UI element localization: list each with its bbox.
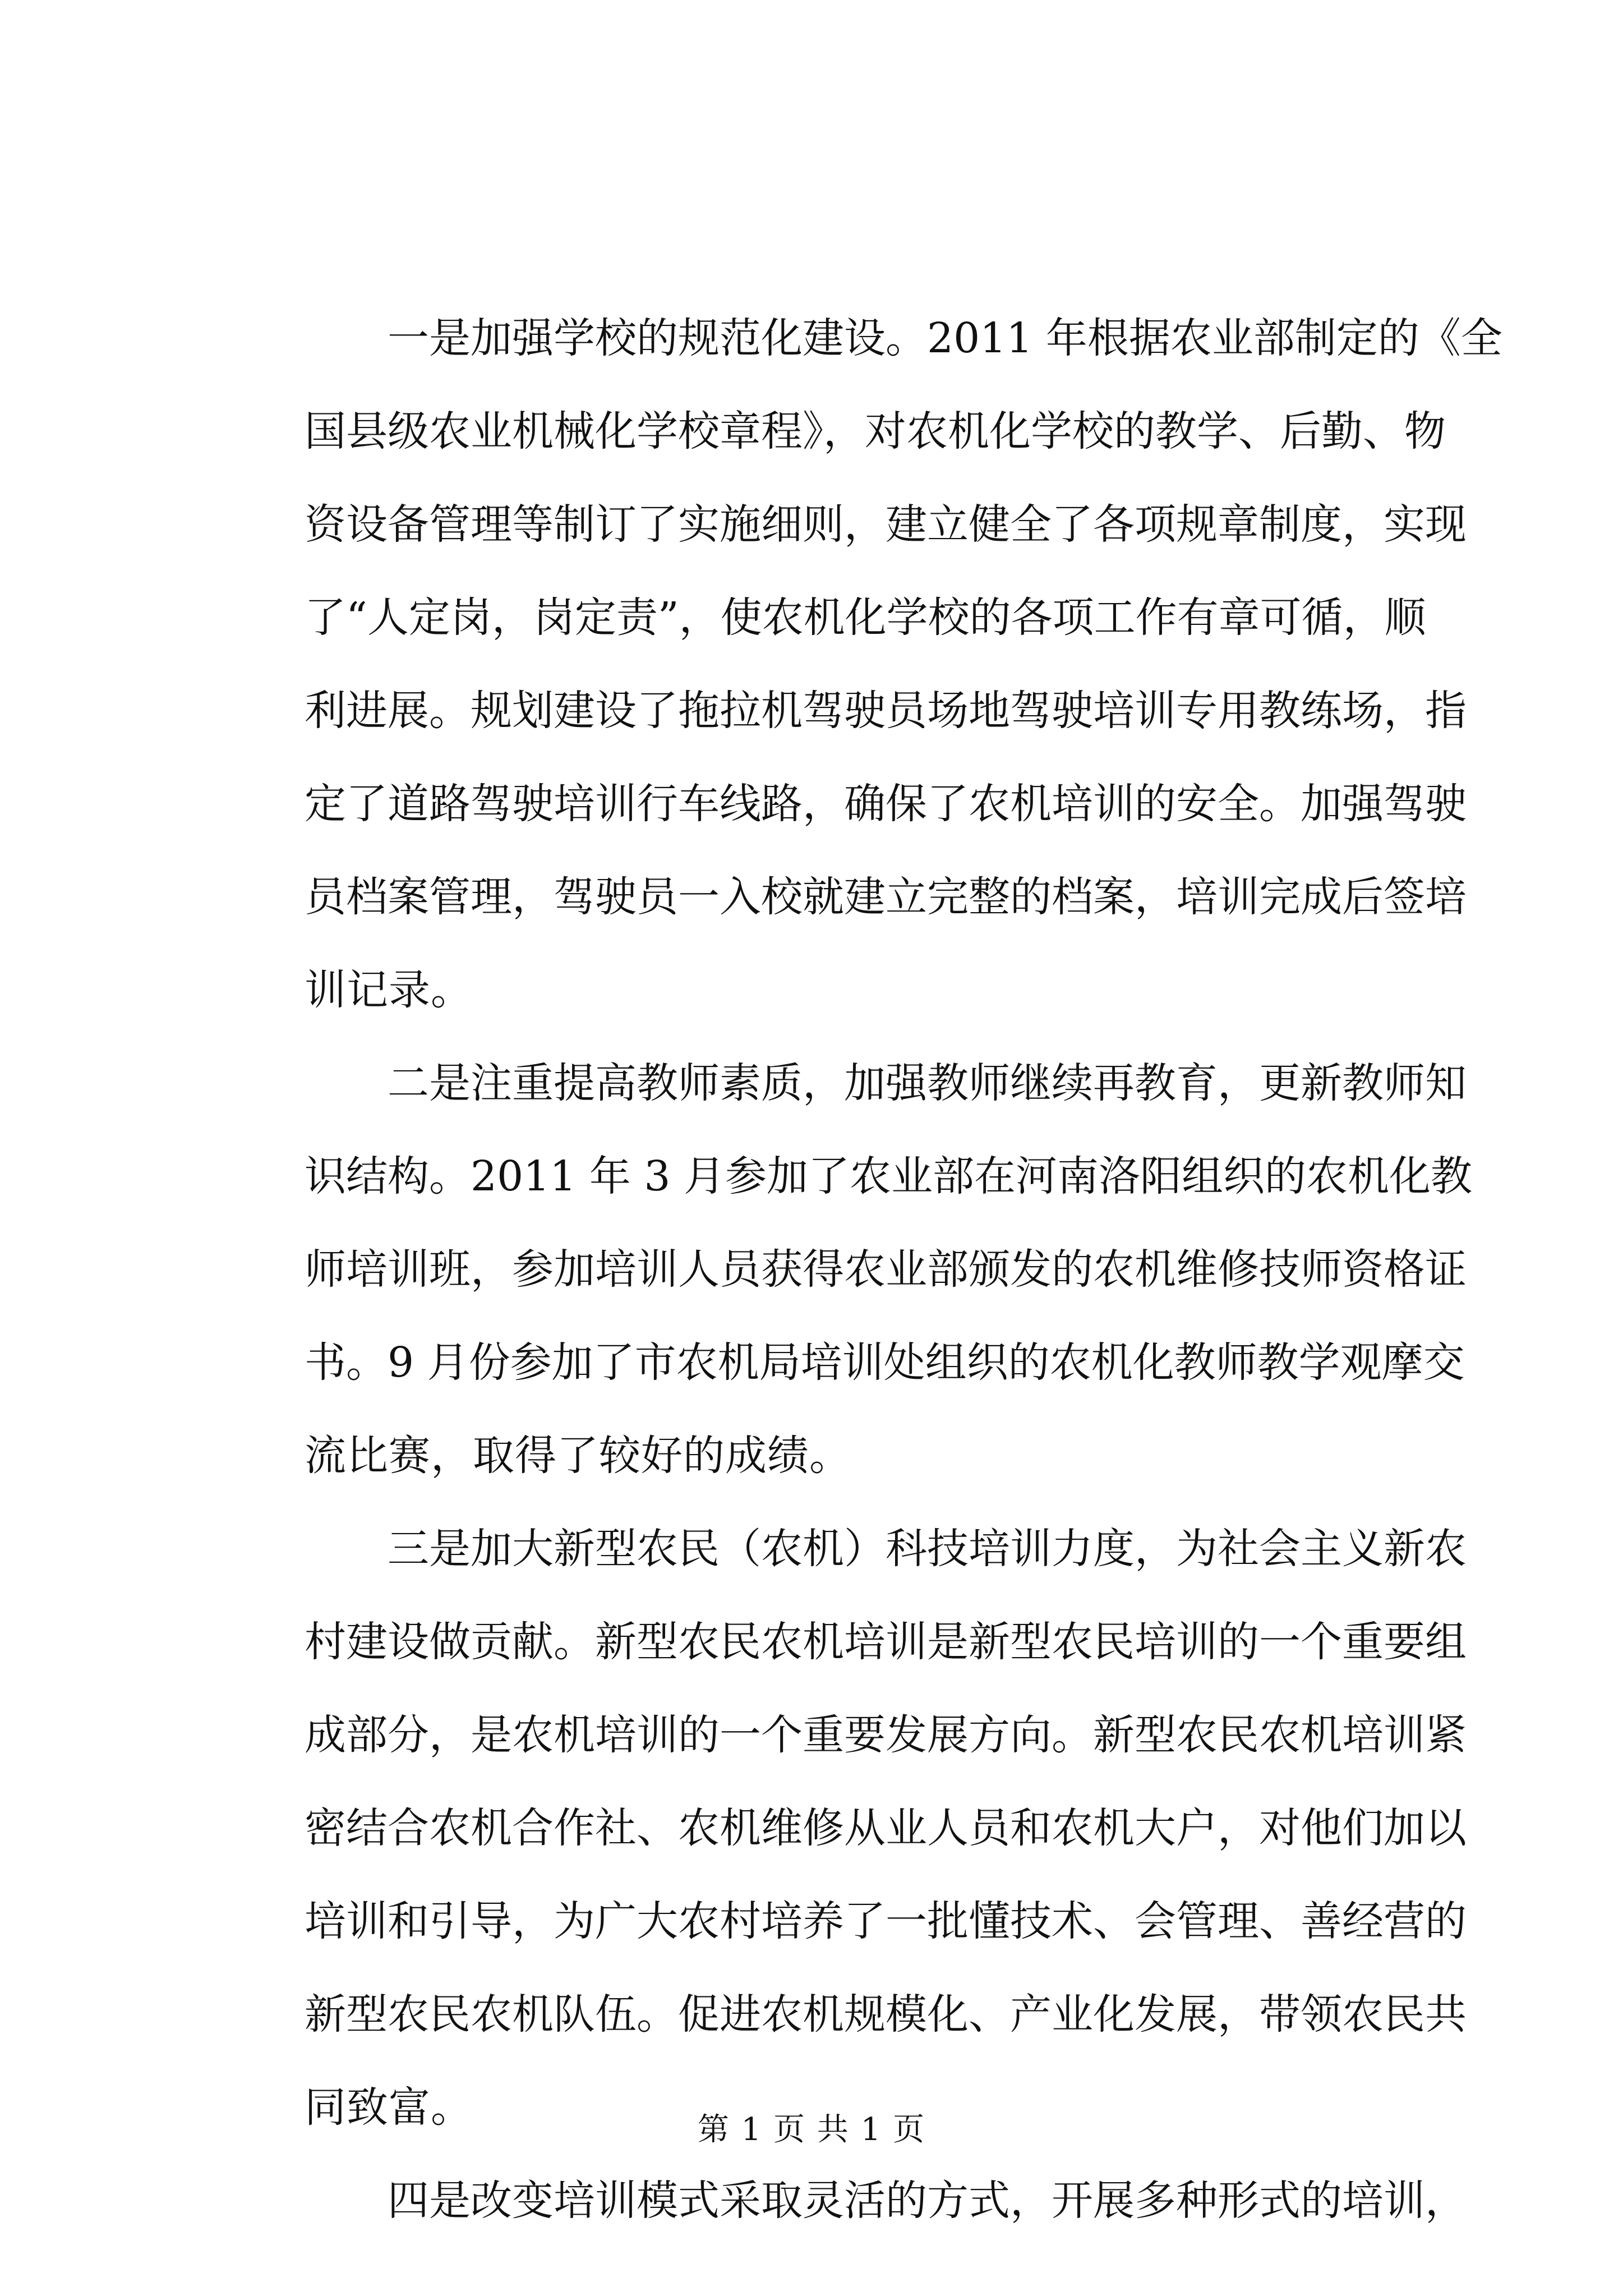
page-number-footer: 第 1 页 共 1 页: [697, 2111, 926, 2148]
text-line: 利进展。规划建设了拖拉机驾驶员场地驾驶培训专用教练场，指: [305, 687, 1467, 735]
document-body: [305, 292, 1502, 2247]
paragraph-2: [305, 1037, 1472, 1502]
text-line: 训记录。: [305, 966, 473, 1014]
text-line: 村建设做贡献。新型农民农机培训是新型农民培训的一个重要组: [305, 1618, 1467, 1666]
text-line: 同致富。: [305, 2083, 473, 2132]
text-line: 三是加大新型农民（农机）科技培训力度，为社会主义新农: [388, 1525, 1467, 1573]
text-line: 了“人定岗，岗定责”，使农机化学校的各项工作有章可循，顺: [305, 593, 1426, 642]
paragraph-1: [305, 292, 1502, 1037]
text-line: 国县级农业机械化学校章程》，对农机化学校的教学、后勤、物: [305, 407, 1446, 455]
text-line: 成部分，是农机培训的一个重要发展方向。新型农民农机培训紧: [305, 1711, 1467, 1759]
text-line: 定了道路驾驶培训行车线路，确保了农机培训的安全。加强驾驶: [305, 780, 1467, 828]
text-line: 培训和引导，为广大农村培养了一批懂技术、会管理、善经营的: [305, 1897, 1467, 1945]
text-line: 书。9 月份参加了市农机局培训处组织的农机化教师教学观摩交: [305, 1338, 1465, 1387]
text-line: 新型农民农机队伍。促进农机规模化、产业化发展，带领农民共: [305, 1990, 1467, 2039]
text-line: 流比赛，取得了较好的成绩。: [305, 1432, 851, 1480]
text-line: 识结构。2011 年 3 月参加了农业部在河南洛阳组织的农机化教: [305, 1152, 1472, 1200]
text-line: 师培训班，参加培训人员获得农业部颁发的农机维修技师资格证: [305, 1245, 1467, 1294]
text-line: 密结合农机合作社、农机维修从业人员和农机大户，对他们加以: [305, 1804, 1467, 1852]
paragraph-4: [305, 2154, 1467, 2247]
text-line: 四是改变培训模式采取灵活的方式，开展多种形式的培训，: [388, 2177, 1467, 2225]
paragraph-3: [305, 1502, 1467, 2154]
text-line: 资设备管理等制订了实施细则，建立健全了各项规章制度，实现: [305, 500, 1467, 549]
text-line: 员档案管理，驾驶员一入校就建立完整的档案，培训完成后签培: [305, 873, 1467, 921]
text-line: 二是注重提高教师素质，加强教师继续再教育，更新教师知: [388, 1059, 1467, 1107]
text-line: 一是加强学校的规范化建设。2011 年根据农业部制定的《全: [388, 314, 1502, 362]
